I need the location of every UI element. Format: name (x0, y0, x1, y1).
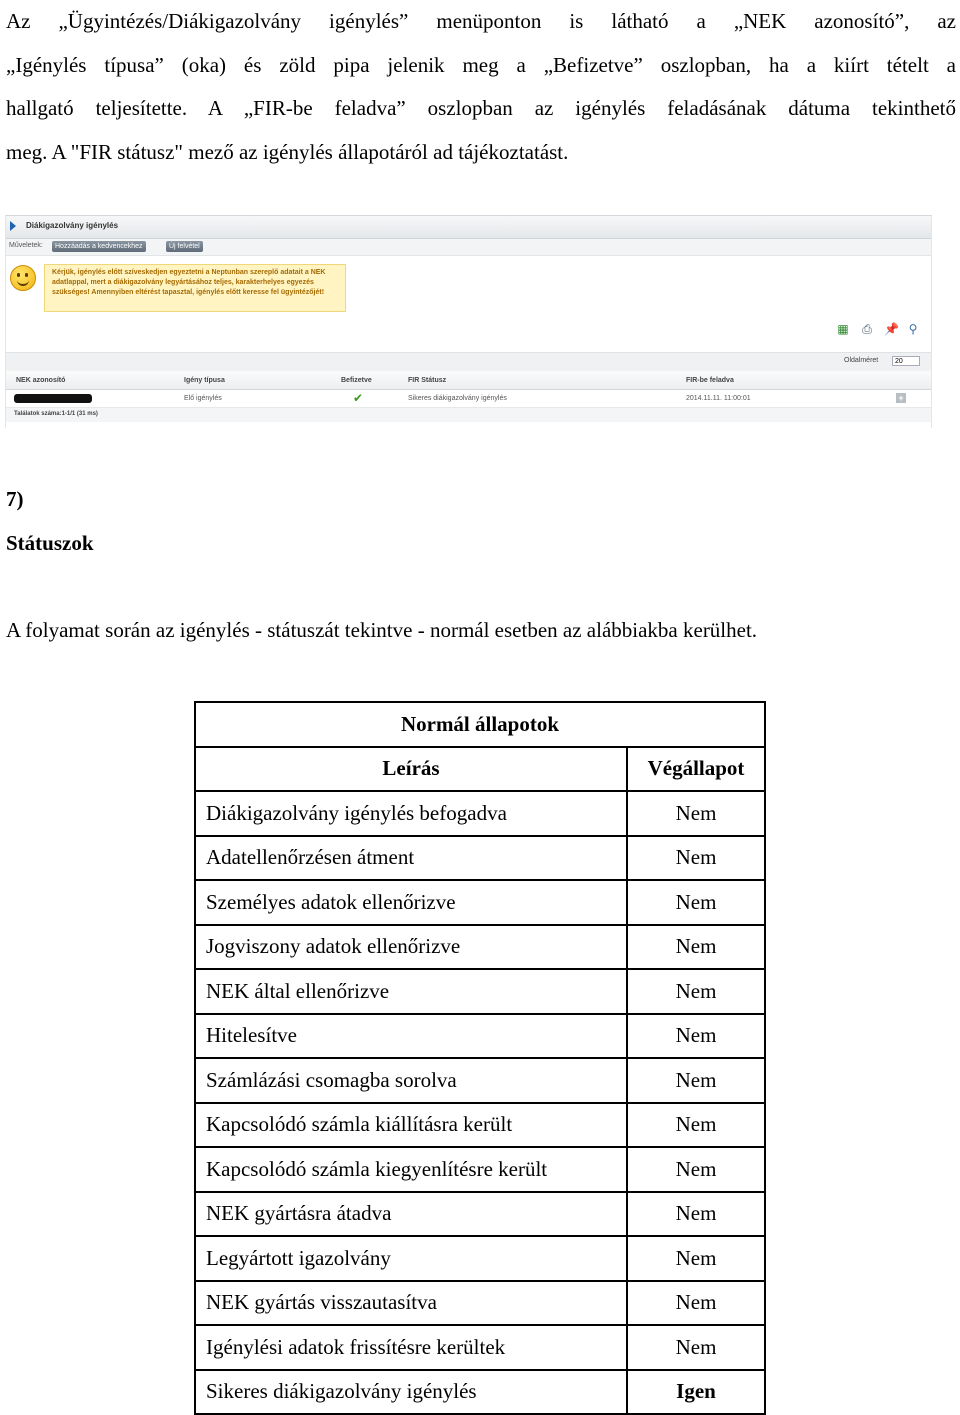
status-description: Legyártott igazolvány (195, 1236, 627, 1281)
table-row (195, 969, 765, 1014)
final-state-value: Igen (627, 1370, 765, 1415)
fir-status-cell: Sikeres diákigazolvány igénylés (408, 395, 507, 402)
screenshot-title: Diákigazolvány igénylés (26, 221, 119, 230)
final-state-value: Nem (627, 1192, 765, 1237)
status-description: NEK által ellenőrizve (195, 969, 627, 1014)
column-header-final: Végállapot (627, 747, 765, 792)
final-state-value: Nem (627, 1014, 765, 1059)
expand-row-icon[interactable]: + (896, 393, 906, 403)
intro-line: Az „Ügyintézés/Diákigazolvány igénylés” menüponton is látható a „NEK azonosító”, az (6, 9, 956, 33)
status-description: Adatellenőrzésen átment (195, 836, 627, 881)
request-type-cell: Elő igénylés (184, 395, 222, 402)
intro-paragraph (6, 0, 956, 174)
status-description: Számlázási csomagba sorolva (195, 1058, 627, 1103)
page-size-label: Oldalméret (844, 357, 879, 364)
screenshot-titlebar (6, 216, 931, 239)
table-row (195, 925, 765, 970)
grid-header (6, 371, 931, 390)
status-description: Jogviszony adatok ellenőrizve (195, 925, 627, 970)
status-table (194, 701, 766, 1415)
table-caption: Normál állapotok (195, 702, 765, 747)
expand-arrow-icon[interactable] (10, 221, 16, 231)
table-row (195, 1325, 765, 1370)
column-header[interactable]: FIR Státusz (408, 377, 447, 384)
operations-label: Műveletek: (9, 242, 43, 249)
final-state-value: Nem (627, 1147, 765, 1192)
table-row (195, 1014, 765, 1059)
status-description: Hitelesítve (195, 1014, 627, 1059)
final-state-value: Nem (627, 1103, 765, 1148)
intro-line: hallgató teljesítette. A „FIR-be feladva” oszlopban az igénylés feladásának dátuma tekinthető (6, 96, 956, 120)
grid-footer (6, 408, 931, 422)
table-row (195, 1147, 765, 1192)
status-description: Kapcsolódó számla kiállításra került (195, 1103, 627, 1148)
notice-box: Kérjük, igénylés előtt szíveskedjen egyeztetni a Neptunban szereplő adatait a NEK adatlappal, mert a diákigazolvány legyártásához teljes, karakterhelyes egyezés szükséges! Amennyiben eltérést tapasztal, igénylés előtt keresse fel ügyintézőjét! (44, 264, 346, 312)
column-header[interactable]: Befizetve (341, 377, 372, 384)
column-header[interactable]: NEK azonosító (16, 377, 66, 384)
table-row (195, 1370, 765, 1415)
final-state-value: Nem (627, 791, 765, 836)
add-favorites-button[interactable]: Hozzáadás a kedvencekhez (52, 241, 146, 252)
intro-line: meg. A "FIR státusz" mező az igénylés állapotáról ad tájékoztatást. (6, 139, 569, 164)
table-row (195, 1192, 765, 1237)
final-state-value: Nem (627, 969, 765, 1014)
section-title: Státuszok (6, 531, 94, 555)
final-state-value: Nem (627, 880, 765, 925)
table-row (195, 1236, 765, 1281)
result-count: Találatok száma:1-1/1 (31 ms) (14, 411, 98, 417)
table-row (195, 880, 765, 925)
excel-icon[interactable]: ▦ (837, 322, 849, 336)
status-description: Sikeres diákigazolvány igénylés (195, 1370, 627, 1415)
checkmark-icon: ✔ (353, 391, 364, 405)
operations-bar (6, 239, 931, 256)
column-header[interactable]: FIR-be feladva (686, 377, 734, 384)
section-paragraph: A folyamat során az igénylés - státuszát tekintve - normál esetben az alábbiakba kerülhet. (6, 618, 758, 642)
search-icon[interactable]: ⚲ (908, 322, 918, 336)
column-header[interactable]: Igény típusa (184, 377, 225, 384)
status-description: Kapcsolódó számla kiegyenlítésre került (195, 1147, 627, 1192)
pin-icon[interactable]: 📌 (884, 322, 899, 336)
status-description: NEK gyártás visszautasítva (195, 1281, 627, 1326)
status-description: NEK gyártásra átadva (195, 1192, 627, 1237)
smiley-icon (10, 265, 36, 291)
intro-line: „Igénylés típusa” (oka) és zöld pipa jelenik meg a „Befizetve” oszlopban, ha a kiírt tételt a (6, 52, 956, 77)
printer-icon[interactable]: ⎙ (862, 322, 872, 336)
final-state-value: Nem (627, 836, 765, 881)
embedded-screenshot (5, 215, 932, 428)
page-size-select[interactable]: 20 (892, 356, 920, 366)
final-state-value: Nem (627, 1325, 765, 1370)
final-state-value: Nem (627, 1236, 765, 1281)
table-row[interactable] (6, 390, 931, 408)
status-description: Személyes adatok ellenőrizve (195, 880, 627, 925)
final-state-value: Nem (627, 1281, 765, 1326)
page-size-bar (6, 352, 931, 371)
table-row (195, 1058, 765, 1103)
fir-sent-cell: 2014.11.11. 11:00:01 (686, 395, 751, 402)
section-number: 7) (6, 487, 24, 511)
status-description: Diákigazolvány igénylés befogadva (195, 791, 627, 836)
final-state-value: Nem (627, 925, 765, 970)
table-row (195, 791, 765, 836)
final-state-value: Nem (627, 1058, 765, 1103)
status-description: Igénylési adatok frissítésre kerültek (195, 1325, 627, 1370)
redacted-id (14, 394, 92, 403)
table-row (195, 1103, 765, 1148)
table-row (195, 1281, 765, 1326)
table-row (195, 836, 765, 881)
new-record-button[interactable]: Új felvétel (166, 241, 203, 252)
column-header-description: Leírás (195, 747, 627, 792)
